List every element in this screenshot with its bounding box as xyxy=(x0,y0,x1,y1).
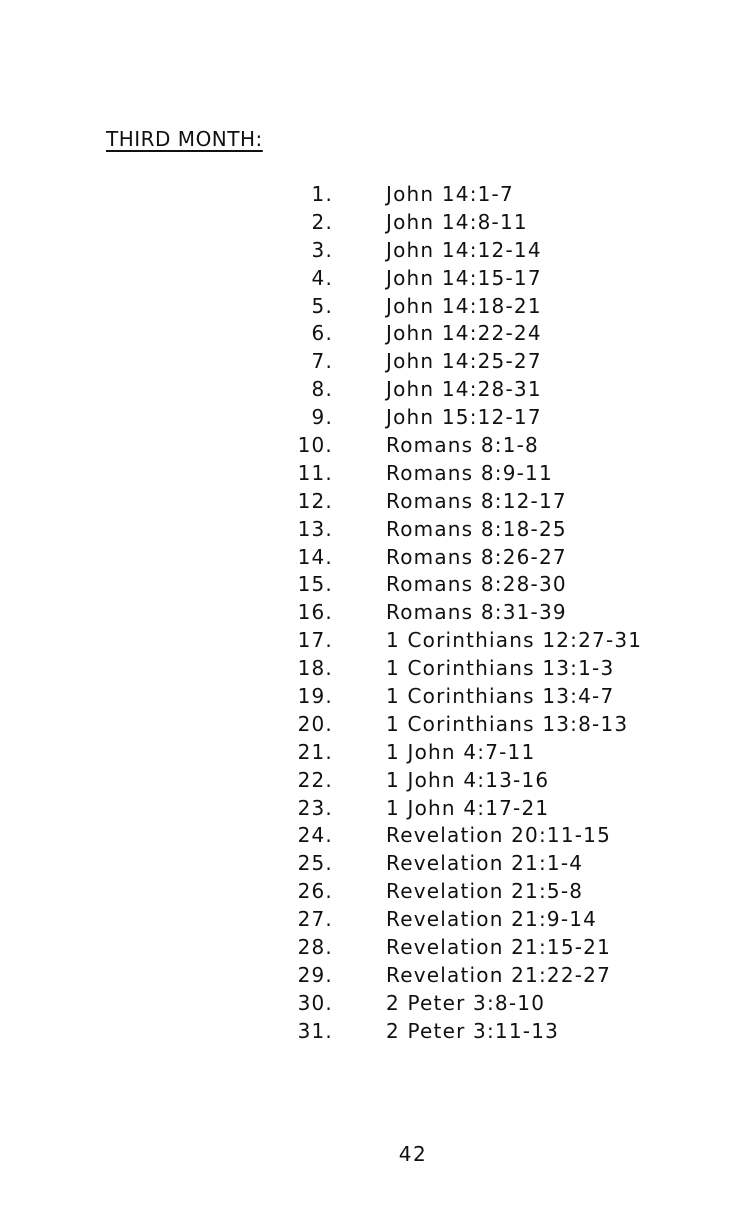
day-number: 3. xyxy=(311,237,333,262)
list-item xyxy=(280,905,642,933)
list-item xyxy=(280,208,642,236)
scripture-reference: Romans 8:1-8 xyxy=(386,432,539,457)
day-number: 18. xyxy=(297,656,333,681)
day-number: 9. xyxy=(311,405,333,430)
list-item xyxy=(280,180,642,208)
scripture-reference: John 14:18-21 xyxy=(386,293,542,318)
day-number: 27. xyxy=(297,907,333,932)
list-item xyxy=(280,989,642,1017)
scripture-reference: John 14:12-14 xyxy=(386,237,542,262)
scripture-reference: Revelation 21:5-8 xyxy=(386,879,584,904)
scripture-reference: Romans 8:18-25 xyxy=(386,516,567,541)
scripture-reference: 1 Corinthians 13:4-7 xyxy=(386,683,615,708)
day-number: 13. xyxy=(297,516,333,541)
scripture-reference: Revelation 21:9-14 xyxy=(386,907,598,932)
scripture-reference: 1 John 4:7-11 xyxy=(386,739,536,764)
day-number: 16. xyxy=(297,600,333,625)
list-item xyxy=(280,1017,642,1045)
scripture-reference: John 15:12-17 xyxy=(386,405,542,430)
list-item xyxy=(280,961,642,989)
list-item xyxy=(280,319,642,347)
scripture-reference: 1 John 4:13-16 xyxy=(386,767,550,792)
scripture-reference: John 14:8-11 xyxy=(386,209,528,234)
list-item xyxy=(280,403,642,431)
day-number: 11. xyxy=(297,460,333,485)
day-number: 8. xyxy=(311,377,333,402)
day-number: 20. xyxy=(297,711,333,736)
scripture-reference: Revelation 20:11-15 xyxy=(386,823,612,848)
list-item xyxy=(280,347,642,375)
list-item xyxy=(280,236,642,264)
scripture-reference: John 14:15-17 xyxy=(386,265,542,290)
list-item xyxy=(280,431,642,459)
day-number: 25. xyxy=(297,851,333,876)
day-number: 7. xyxy=(311,349,333,374)
scripture-reference: Romans 8:12-17 xyxy=(386,488,567,513)
scripture-reference: Revelation 21:15-21 xyxy=(386,934,612,959)
day-number: 29. xyxy=(297,962,333,987)
day-number: 19. xyxy=(297,683,333,708)
list-item xyxy=(280,515,642,543)
scripture-reference: John 14:28-31 xyxy=(386,377,542,402)
scripture-reference: John 14:1-7 xyxy=(386,181,514,206)
day-number: 24. xyxy=(297,823,333,848)
day-number: 30. xyxy=(297,990,333,1015)
day-number: 21. xyxy=(297,739,333,764)
list-item xyxy=(280,821,642,849)
scripture-reference: 1 Corinthians 13:1-3 xyxy=(386,656,615,681)
list-item xyxy=(280,626,642,654)
list-item xyxy=(280,849,642,877)
list-item xyxy=(280,459,642,487)
list-item xyxy=(280,375,642,403)
day-number: 28. xyxy=(297,934,333,959)
day-number: 5. xyxy=(311,293,333,318)
list-item xyxy=(280,738,642,766)
scripture-reference: 2 Peter 3:8-10 xyxy=(386,990,546,1015)
day-number: 26. xyxy=(297,879,333,904)
scripture-reference: 1 John 4:17-21 xyxy=(386,795,550,820)
day-number: 17. xyxy=(297,628,333,653)
scripture-reference: 1 Corinthians 13:8-13 xyxy=(386,711,629,736)
list-item xyxy=(280,598,642,626)
list-item xyxy=(280,682,642,710)
list-item xyxy=(280,487,642,515)
scripture-reference: Revelation 21:1-4 xyxy=(386,851,584,876)
scripture-reference: Romans 8:26-27 xyxy=(386,544,567,569)
list-item xyxy=(280,264,642,292)
list-item xyxy=(280,877,642,905)
scripture-reference: Romans 8:9-11 xyxy=(386,460,553,485)
day-number: 14. xyxy=(297,544,333,569)
section-heading: THIRD MONTH: xyxy=(106,127,263,151)
list-item xyxy=(280,654,642,682)
list-item xyxy=(280,570,642,598)
scripture-reference: 1 Corinthians 12:27-31 xyxy=(386,628,643,653)
day-number: 15. xyxy=(297,572,333,597)
scripture-reference: 2 Peter 3:11-13 xyxy=(386,1018,560,1043)
day-number: 22. xyxy=(297,767,333,792)
day-number: 4. xyxy=(311,265,333,290)
list-item xyxy=(280,543,642,571)
list-item xyxy=(280,710,642,738)
list-item xyxy=(280,794,642,822)
page-number: 42 xyxy=(398,1142,428,1166)
day-number: 2. xyxy=(311,209,333,234)
reading-list xyxy=(280,180,642,1045)
day-number: 1. xyxy=(311,181,333,206)
scripture-reference: John 14:25-27 xyxy=(386,349,542,374)
list-item xyxy=(280,766,642,794)
scripture-reference: John 14:22-24 xyxy=(386,321,542,346)
list-item xyxy=(280,292,642,320)
list-item xyxy=(280,933,642,961)
day-number: 12. xyxy=(297,488,333,513)
scripture-reference: Revelation 21:22-27 xyxy=(386,962,612,987)
day-number: 6. xyxy=(311,321,333,346)
day-number: 23. xyxy=(297,795,333,820)
scripture-reference: Romans 8:31-39 xyxy=(386,600,567,625)
day-number: 31. xyxy=(297,1018,333,1043)
day-number: 10. xyxy=(297,432,333,457)
scripture-reference: Romans 8:28-30 xyxy=(386,572,567,597)
